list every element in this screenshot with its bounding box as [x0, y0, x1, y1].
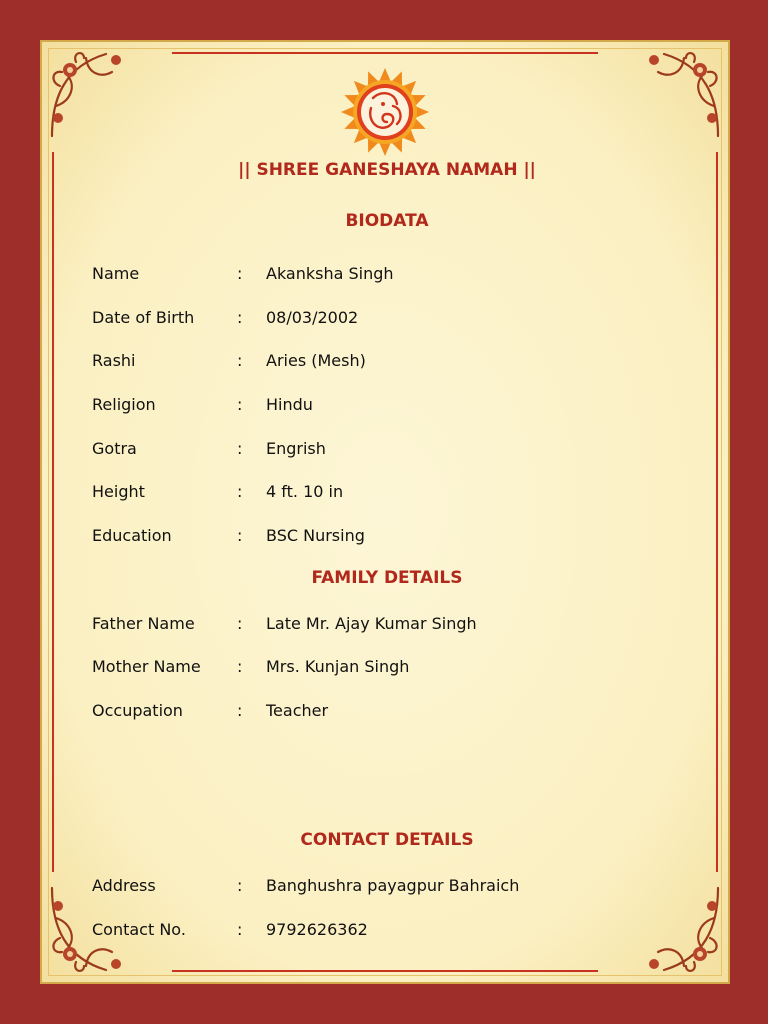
- field-label: Date of Birth: [92, 307, 195, 327]
- biodata-heading: BIODATA: [345, 211, 429, 231]
- separator: :: [237, 350, 243, 370]
- field-value: 08/03/2002: [266, 307, 359, 327]
- separator: :: [237, 875, 243, 895]
- family-details-heading: FAMILY DETAILS: [311, 568, 463, 588]
- separator: :: [237, 263, 243, 283]
- field-label: Rashi: [92, 350, 136, 370]
- floral-corner-icon: [46, 46, 142, 142]
- detail-row-rashi: [92, 348, 366, 372]
- contact-details-heading: CONTACT DETAILS: [300, 830, 474, 850]
- field-label: Occupation: [92, 700, 183, 720]
- field-label: Address: [92, 875, 156, 895]
- field-label: Name: [92, 263, 140, 283]
- invocation-heading: || SHREE GANESHAYA NAMAH ||: [238, 160, 536, 180]
- biodata-card: [40, 40, 730, 984]
- detail-row-gotra: [92, 436, 326, 460]
- separator: :: [237, 438, 243, 458]
- right-border-line: [716, 152, 718, 872]
- separator: :: [237, 700, 243, 720]
- field-value: 4 ft. 10 in: [266, 481, 344, 501]
- field-label: Religion: [92, 394, 156, 414]
- detail-row-father: [92, 611, 477, 635]
- detail-row-education: [92, 523, 365, 547]
- separator: :: [237, 307, 243, 327]
- field-label: Height: [92, 481, 145, 501]
- field-label: Gotra: [92, 438, 137, 458]
- field-value: Akanksha Singh: [266, 263, 394, 283]
- separator: :: [237, 613, 243, 633]
- field-value: BSC Nursing: [266, 525, 365, 545]
- field-value: 9792626362: [266, 919, 368, 939]
- separator: :: [237, 656, 243, 676]
- field-value: Teacher: [266, 700, 329, 720]
- separator: :: [237, 394, 243, 414]
- detail-row-name: [92, 261, 394, 285]
- detail-row-dob: [92, 305, 358, 329]
- field-value: Banghushra payagpur Bahraich: [266, 875, 520, 895]
- separator: :: [237, 525, 243, 545]
- field-value: Late Mr. Ajay Kumar Singh: [266, 613, 477, 633]
- field-value: Mrs. Kunjan Singh: [266, 656, 410, 676]
- bottom-border-line: [172, 970, 598, 972]
- ganesha-emblem-icon: [339, 66, 431, 158]
- detail-row-height: [92, 479, 343, 503]
- field-value: Engrish: [266, 438, 326, 458]
- detail-row-contact-number: [92, 917, 368, 941]
- field-value: Aries (Mesh): [266, 350, 366, 370]
- detail-row-occupation: [92, 698, 328, 722]
- field-label: Education: [92, 525, 172, 545]
- field-value: Hindu: [266, 394, 313, 414]
- field-label: Contact No.: [92, 919, 186, 939]
- field-label: Father Name: [92, 613, 195, 633]
- detail-row-mother: [92, 654, 409, 678]
- floral-corner-icon: [628, 882, 724, 978]
- left-border-line: [52, 152, 54, 872]
- separator: :: [237, 481, 243, 501]
- floral-corner-icon: [628, 46, 724, 142]
- separator: :: [237, 919, 243, 939]
- field-label: Mother Name: [92, 656, 201, 676]
- detail-row-address: [92, 873, 519, 897]
- top-border-line: [172, 52, 598, 54]
- detail-row-religion: [92, 392, 313, 416]
